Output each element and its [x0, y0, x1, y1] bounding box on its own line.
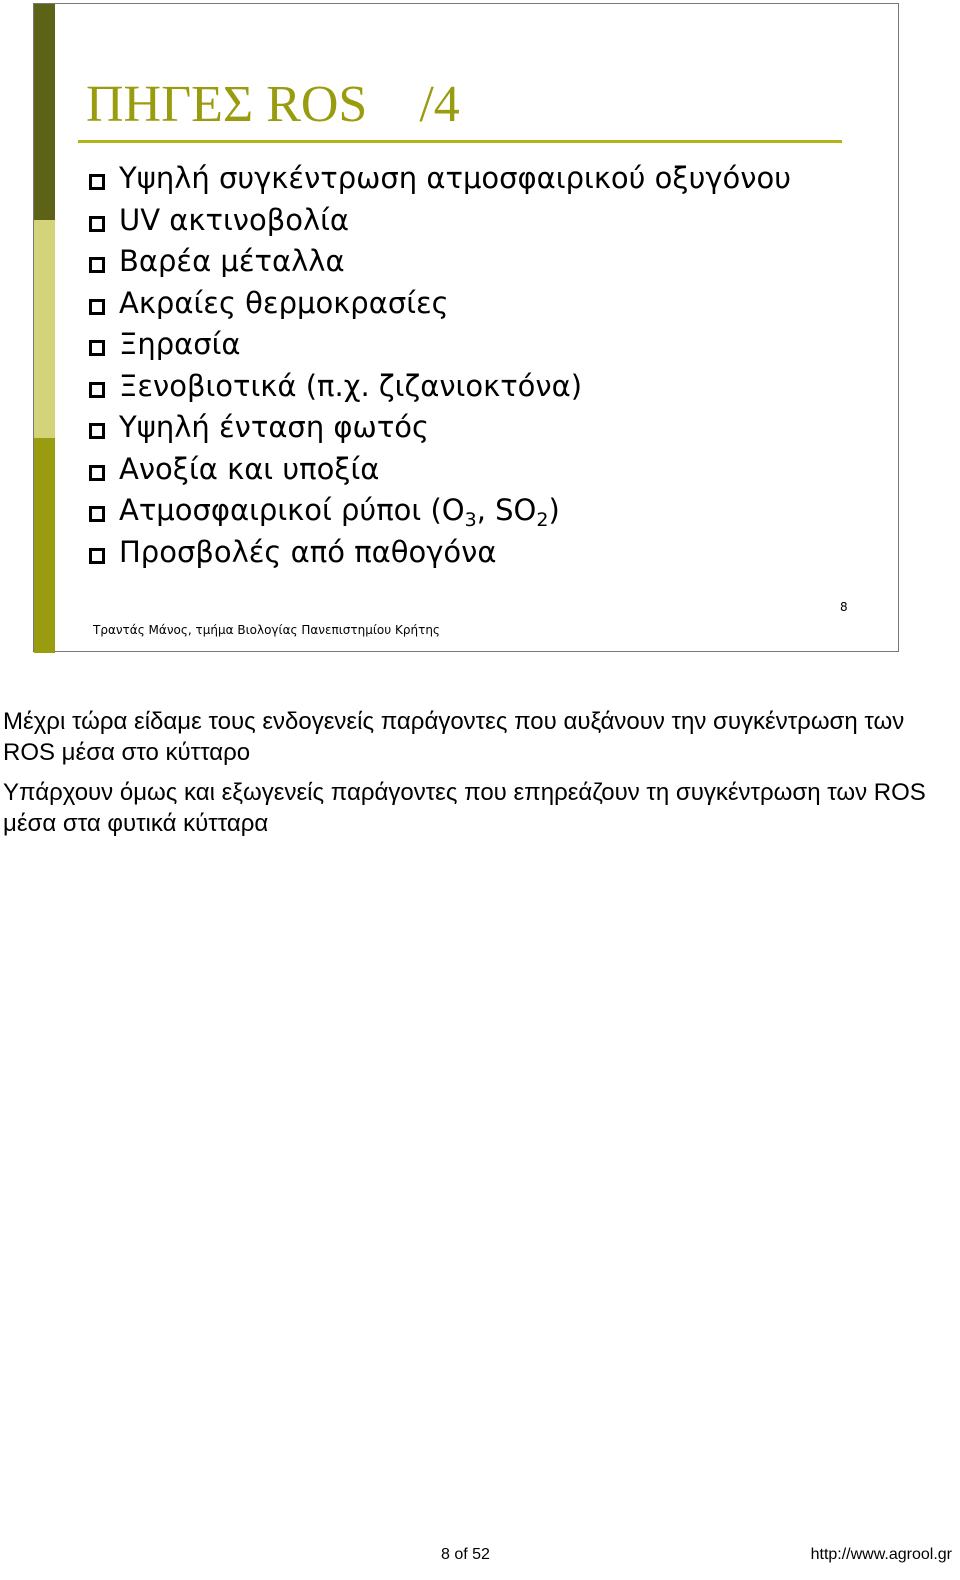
bullet-text: Ξενοβιοτικά (π.χ. ζιζανιοκτόνα)	[119, 368, 583, 403]
square-bullet-icon	[89, 506, 105, 522]
slide-footer-author: Τραντάς Μάνος, τμήμα Βιολογίας Πανεπιστημίου Κρήτης	[93, 623, 440, 637]
list-item	[87, 283, 791, 325]
pollutants-text-start: Ατμοσφαιρικοί ρύποι (O	[119, 493, 465, 527]
square-bullet-icon	[89, 299, 105, 315]
title-underline	[78, 140, 842, 143]
bullet-text: Ανοξία και υποξία	[119, 451, 380, 486]
bullet-text: Ξηρασία	[119, 327, 241, 361]
slide	[33, 3, 899, 652]
footer-url-link[interactable]: http://www.agrool.gr	[810, 1546, 952, 1563]
bullet-text: Ακραίες θερμοκρασίες	[119, 285, 449, 320]
ozone-subscript: 3	[464, 509, 477, 531]
list-item	[87, 200, 791, 242]
square-bullet-icon	[89, 423, 105, 439]
slide-page-number: 8	[840, 600, 848, 614]
square-bullet-icon	[89, 257, 105, 273]
side-stripe-olive	[34, 438, 55, 653]
list-item	[87, 532, 791, 574]
list-item	[87, 324, 791, 366]
side-stripe-dark	[34, 4, 55, 220]
square-bullet-icon	[89, 174, 105, 190]
note-paragraph: Υπάρχουν όμως και εξωγενείς παράγοντες που επηρεάζουν τη συγκέντρωση των ROS μέσα στα φυτικά κύτταρα	[3, 779, 926, 837]
bullet-text: Υψηλή συγκέντρωση ατμοσφαιρικού οξυγόνου	[119, 161, 791, 195]
bullet-text	[119, 493, 560, 531]
list-item	[87, 366, 791, 408]
bullet-text: Βαρέα μέταλλα	[119, 244, 345, 278]
list-item	[87, 158, 791, 200]
bullet-text: Προσβολές από παθογόνα	[119, 534, 497, 569]
bullet-text: UV ακτινοβολία	[119, 202, 350, 237]
square-bullet-icon	[89, 465, 105, 481]
bullet-text: Υψηλή ένταση φωτός	[119, 410, 430, 444]
so2-subscript: 2	[536, 509, 549, 531]
list-item	[87, 407, 791, 449]
square-bullet-icon	[89, 548, 105, 564]
list-item	[87, 449, 791, 491]
note-paragraph: Μέχρι τώρα είδαμε τους ενδογενείς παράγοντες που αυξάνουν την συγκέντρωση των ROS μέσα στο κύτταρο	[3, 708, 905, 766]
pollutants-text-mid: , SO	[476, 493, 537, 527]
side-stripe-light	[34, 220, 55, 438]
list-item	[87, 490, 791, 532]
square-bullet-icon	[89, 340, 105, 356]
square-bullet-icon	[89, 216, 105, 232]
slide-title: ΠΗΓΕΣ ROS /4	[86, 76, 460, 133]
square-bullet-icon	[89, 382, 105, 398]
page-indicator: 8 of 52	[441, 1546, 490, 1563]
pollutants-text-end: )	[548, 493, 560, 527]
bullet-list	[87, 158, 791, 573]
list-item	[87, 241, 791, 283]
